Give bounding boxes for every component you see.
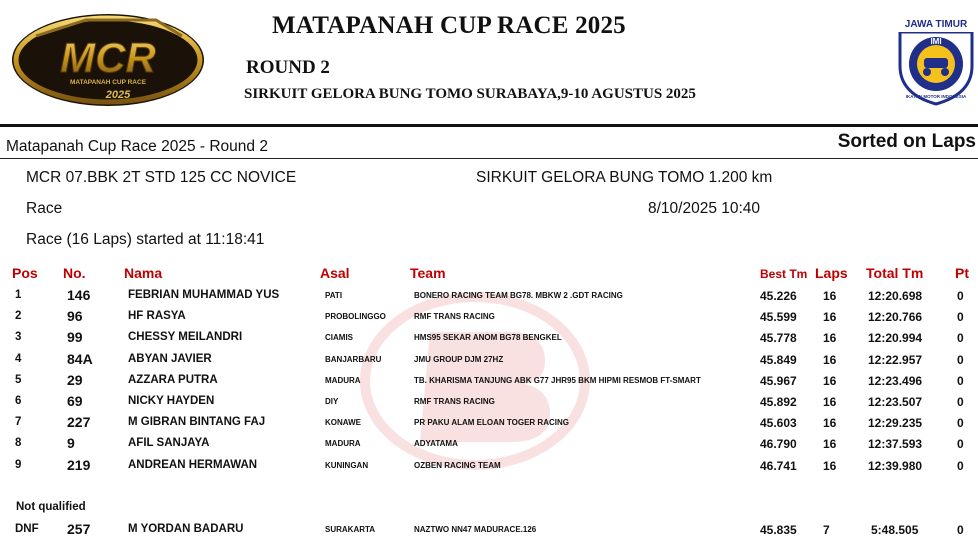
cell-total: 12:23.496 <box>868 374 923 388</box>
round-label: ROUND 2 <box>246 57 330 78</box>
cell-team: RMF TRANS RACING <box>414 397 495 406</box>
table-row <box>0 456 978 477</box>
cell-name: ABYAN JAVIER <box>128 353 212 365</box>
cell-best: 45.226 <box>760 289 797 303</box>
cell-pt: 0 <box>957 395 964 409</box>
cell-no: 257 <box>67 521 91 537</box>
cell-name: AFIL SANJAYA <box>128 437 210 449</box>
cell-best: 46.741 <box>760 459 797 473</box>
cell-total: 12:23.507 <box>868 395 923 409</box>
cell-best: 46.790 <box>760 437 797 451</box>
col-header-name: Nama <box>124 265 163 281</box>
imi-logo-center-text: IMI <box>930 37 942 46</box>
cell-name: FEBRIAN MUHAMMAD YUS <box>128 289 280 301</box>
cell-pt: 0 <box>957 331 964 345</box>
col-header-asal: Asal <box>320 265 350 281</box>
cell-pos: 4 <box>15 353 22 365</box>
cell-best: 45.599 <box>760 310 797 324</box>
cell-pt: 0 <box>957 437 964 451</box>
col-header-no: No. <box>63 265 86 281</box>
imi-logo-top-text: JAWA TIMUR <box>904 19 968 30</box>
col-header-laps: Laps <box>815 265 848 281</box>
cell-asal: KUNINGAN <box>325 461 369 470</box>
cell-pos: DNF <box>15 523 39 535</box>
report-title: Matapanah Cup Race 2025 - Round 2 <box>6 138 268 155</box>
cell-pt: 0 <box>957 459 964 473</box>
cell-laps: 16 <box>823 416 837 430</box>
cell-pos: 1 <box>15 289 22 301</box>
sorted-label: Sorted on Laps <box>837 131 976 152</box>
cell-name: CHESSY MEILANDRI <box>128 331 243 343</box>
cell-total: 12:20.766 <box>868 310 923 324</box>
cell-name: M GIBRAN BINTANG FAJ <box>128 416 266 428</box>
imi-logo-ring-text: IKATAN MOTOR INDONESIA <box>905 94 967 99</box>
session-datetime: 8/10/2025 10:40 <box>648 200 761 217</box>
cell-asal: PROBOLINGGO <box>325 312 386 321</box>
table-row <box>0 371 978 392</box>
col-header-best: Best Tm <box>760 267 808 281</box>
cell-name: NICKY HAYDEN <box>128 395 215 407</box>
cell-asal: MADURA <box>325 439 361 448</box>
cell-best: 45.835 <box>760 523 797 537</box>
table-row <box>0 307 978 328</box>
cell-pos: 8 <box>15 437 22 449</box>
mcr-logo-text: MCR <box>60 34 156 81</box>
cell-name: M YORDAN BADARU <box>128 523 244 535</box>
cell-team: JMU GROUP DJM 27HZ <box>414 355 504 364</box>
table-row-dnf <box>0 520 978 541</box>
cell-pt: 0 <box>957 289 964 303</box>
cell-asal: KONAWE <box>325 418 361 427</box>
cell-name: HF RASYA <box>128 310 186 322</box>
table-row <box>0 350 978 371</box>
cell-total: 5:48.505 <box>871 523 919 537</box>
cell-asal: MADURA <box>325 376 361 385</box>
cell-pos: 3 <box>15 331 22 343</box>
cell-pt: 0 <box>957 374 964 388</box>
col-header-pos: Pos <box>12 265 38 281</box>
cell-asal: PATI <box>325 291 343 300</box>
circuit-length: SIRKUIT GELORA BUNG TOMO 1.200 km <box>476 169 773 186</box>
cell-no: 29 <box>67 372 83 388</box>
cell-pos: 5 <box>15 374 22 386</box>
cell-laps: 7 <box>823 523 830 537</box>
imi-logo <box>896 8 976 106</box>
cell-best: 45.778 <box>760 331 797 345</box>
cell-pos: 9 <box>15 459 22 471</box>
cell-team: TB. KHARISMA TANJUNG ABK G77 JHR95 BKM HIPMI RESMOB FT-SMART <box>414 376 701 385</box>
cell-no: 9 <box>67 435 75 451</box>
cell-no: 227 <box>67 414 91 430</box>
cell-pt: 0 <box>957 310 964 324</box>
cell-pos: 6 <box>15 395 22 407</box>
cell-pt: 0 <box>957 416 964 430</box>
cell-laps: 16 <box>823 289 837 303</box>
page-title: MATAPANAH CUP RACE 2025 <box>272 12 626 39</box>
table-row <box>0 286 978 307</box>
cell-asal: BANJARBARU <box>325 355 382 364</box>
cell-total: 12:20.698 <box>868 289 923 303</box>
table-row <box>0 434 978 455</box>
cell-laps: 16 <box>823 353 837 367</box>
table-row <box>0 392 978 413</box>
cell-total: 12:22.957 <box>868 353 923 367</box>
col-header-pt: Pt <box>955 265 969 281</box>
cell-best: 45.849 <box>760 353 797 367</box>
cell-laps: 16 <box>823 395 837 409</box>
cell-no: 84A <box>67 351 93 367</box>
cell-best: 45.967 <box>760 374 797 388</box>
table-row <box>0 328 978 349</box>
cell-pos: 7 <box>15 416 22 428</box>
cell-laps: 16 <box>823 437 837 451</box>
cell-total: 12:20.994 <box>868 331 923 345</box>
cell-no: 146 <box>67 287 91 303</box>
cell-team: NAZTWO NN47 MADURACE.126 <box>414 525 537 534</box>
cell-laps: 16 <box>823 331 837 345</box>
cell-team: RMF TRANS RACING <box>414 312 495 321</box>
cell-total: 12:39.980 <box>868 459 923 473</box>
table-row <box>0 413 978 434</box>
cell-no: 69 <box>67 393 83 409</box>
cell-team: ADYATAMA <box>414 439 458 448</box>
cell-team: BONERO RACING TEAM BG78. MBKW 2 .GDT RACING <box>414 291 623 300</box>
report-divider <box>0 158 978 159</box>
col-header-total: Total Tm <box>866 265 924 281</box>
mcr-logo <box>6 6 210 110</box>
cell-asal: DIY <box>325 397 339 406</box>
cell-team: HMS95 SEKAR ANOM BG78 BENGKEL <box>414 333 562 342</box>
cell-best: 45.892 <box>760 395 797 409</box>
cell-name: AZZARA PUTRA <box>128 374 218 386</box>
cell-team: OZBEN RACING TEAM <box>414 461 501 470</box>
mcr-logo-year: 2025 <box>105 89 131 101</box>
session-name: Race <box>26 200 63 217</box>
cell-no: 96 <box>67 308 83 324</box>
cell-best: 45.603 <box>760 416 797 430</box>
cell-total: 12:37.593 <box>868 437 923 451</box>
cell-laps: 16 <box>823 310 837 324</box>
class-name: MCR 07.BBK 2T STD 125 CC NOVICE <box>26 169 297 186</box>
cell-laps: 16 <box>823 459 837 473</box>
cell-asal: SURAKARTA <box>325 525 376 534</box>
cell-pos: 2 <box>15 310 22 322</box>
col-header-team: Team <box>410 265 446 281</box>
mcr-logo-subtext: MATAPANAH CUP RACE <box>69 79 147 86</box>
cell-total: 12:29.235 <box>868 416 923 430</box>
cell-laps: 16 <box>823 374 837 388</box>
race-start-info: Race (16 Laps) started at 11:18:41 <box>26 231 265 248</box>
cell-no: 219 <box>67 457 91 473</box>
cell-pt: 0 <box>957 353 964 367</box>
cell-name: ANDREAN HERMAWAN <box>128 459 258 471</box>
header-divider <box>0 124 978 127</box>
cell-team: PR PAKU ALAM ELOAN TOGER RACING <box>414 418 569 427</box>
cell-pt: 0 <box>957 523 964 537</box>
cell-asal: CIAMIS <box>325 333 353 342</box>
not-qualified-label: Not qualified <box>16 501 86 513</box>
cell-no: 99 <box>67 329 83 345</box>
circuit-date-line: SIRKUIT GELORA BUNG TOMO SURABAYA,9-10 AGUSTUS 2025 <box>244 86 696 102</box>
